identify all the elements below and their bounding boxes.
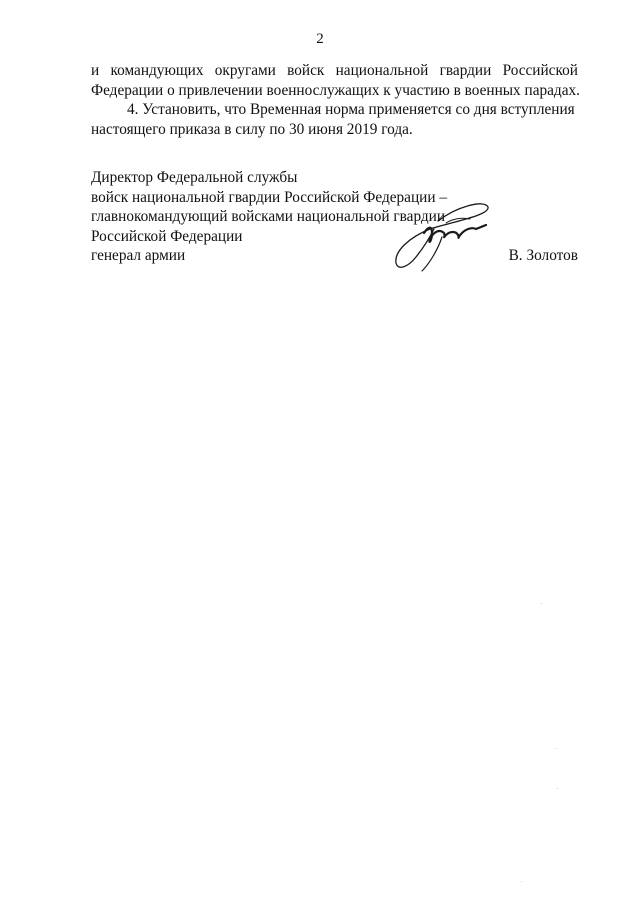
signer-rank-row: [91, 246, 578, 266]
paragraph-1-line-2: Федерации о привлечении военнослужащих к участию в военных парадах.: [91, 81, 580, 99]
signer-title-line: Директор Федеральной службы: [91, 169, 298, 186]
signer-name: В. Золотов: [508, 247, 578, 264]
handwritten-signature: [386, 193, 494, 273]
word: округами: [214, 62, 276, 79]
signer-title-line: войск национальной гвардии Российской Федерации –: [91, 188, 447, 206]
signer-title-line: Российской Федерации: [91, 227, 243, 245]
body-text: [91, 61, 578, 139]
signer-title-line: главнокомандующий войсками национальной гвардии: [91, 208, 446, 225]
signature-stroke: [396, 204, 488, 267]
word: войск: [287, 62, 325, 79]
page-number: 2: [316, 31, 324, 47]
scan-speck: [521, 881, 522, 882]
word: Российской: [502, 62, 578, 79]
scan-speck: [556, 748, 557, 749]
word: национальной: [335, 62, 429, 79]
signer-rank: генерал армии: [91, 247, 186, 264]
scan-speck: [557, 788, 558, 789]
signature-block: [91, 168, 578, 266]
paragraph-1-line-1: [91, 61, 578, 81]
signature-stroke: [422, 237, 442, 271]
word: гвардии: [439, 62, 492, 79]
word: и: [91, 62, 100, 79]
paragraph-2-line-2: настоящего приказа в силу по 30 июня 2019 года.: [91, 120, 413, 138]
scan-speck: [541, 603, 542, 604]
word: командующих: [110, 62, 204, 79]
paragraph-2-line-1: 4. Установить, что Временная норма применяется со дня вступления: [127, 101, 575, 119]
